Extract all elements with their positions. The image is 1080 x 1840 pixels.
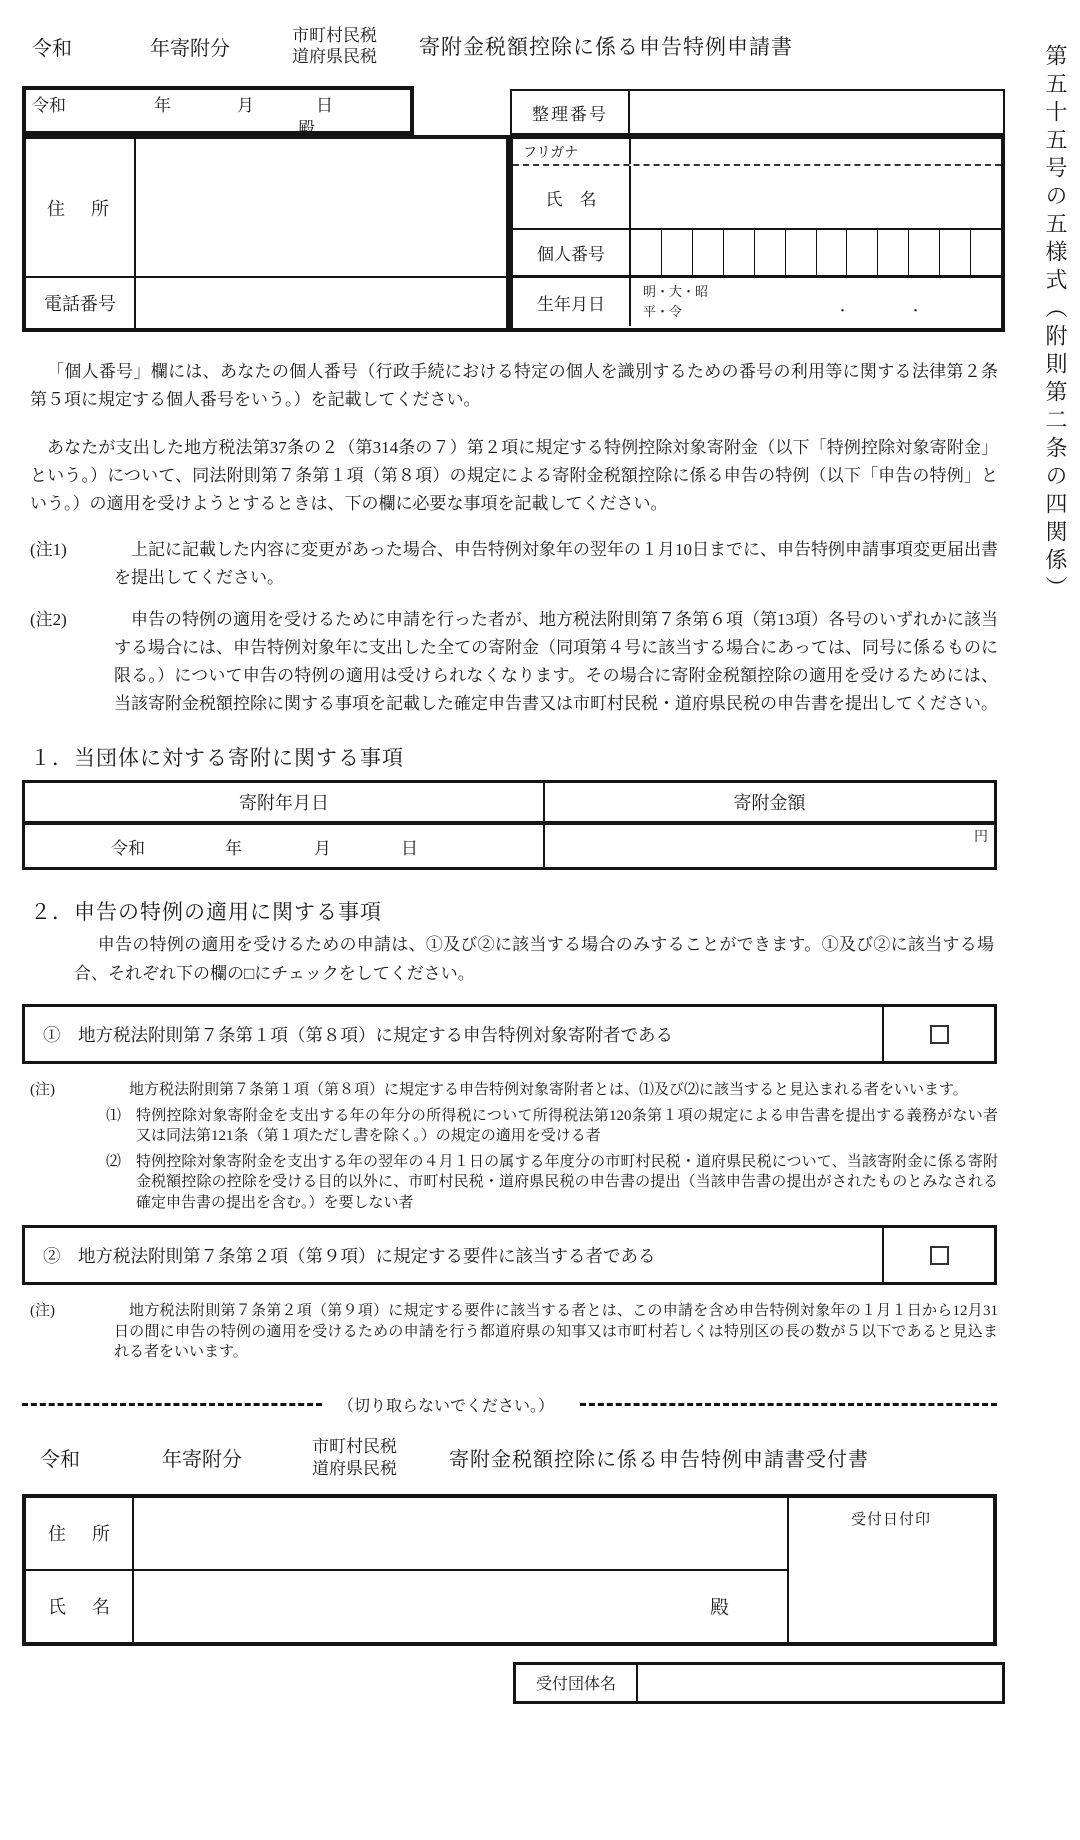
receiving-organization-box (513, 1662, 1005, 1704)
receipt-table (22, 1494, 997, 1646)
section2-heading: ２．申告の特例の適用に関する事項 (30, 900, 382, 924)
individual-number-instruction: 「個人番号」欄には、あなたの個人番号（行政手続における特定の個人を識別するための番号の利用等に関する法律第２条第５項に規定する個人番号をいう。）を記載してください。 (30, 362, 998, 409)
submission-date-box (22, 86, 414, 138)
note-2-label: (注2) (30, 610, 67, 629)
receipt-year-suffix: 年寄附分 (162, 1449, 242, 1471)
individual-number-cell[interactable] (817, 230, 848, 275)
reference-number-label: 整理番号 (512, 91, 630, 133)
individual-number-cell[interactable] (755, 230, 786, 275)
individual-number-cell[interactable] (878, 230, 909, 275)
condition-2-note-text: 地方税法附則第７条第２項（第９項）に規定する要件に該当する者とは、この申請を含め申告特例対象年の１月１日から12月31日の間に申告の特例の適用を受けるための申請を行う都道府県の知事又は市町村若しくは特別区の長の数が５以下であると見込まれる者をいいます。 (114, 1303, 998, 1360)
receipt-tax-line2: 道府県民税 (312, 1458, 397, 1478)
birth-date-separator: ・ (836, 303, 850, 318)
form-code-vertical: 第五十五号の五様式（附則第二条の四関係） (1043, 44, 1068, 604)
donation-date-day-label: 日 (401, 838, 418, 858)
header-tax-line2: 道府県民税 (292, 47, 377, 66)
individual-number-cell[interactable] (786, 230, 817, 275)
note-2-text: 申告の特例の適用を受けるために申請を行った者が、地方税法附則第７条第６項（第13項）各号のいずれかに該当する場合には、申告特例対象年に支出した全ての寄附金（同項第４号に該当する場合にあっては、同号に係るものに限る。）について申告の特例の適用は受けられなくなります。その場合に寄附金税額控除の適用を受けるためには、当該寄附金税額控除に関する事項を記載した確定申告書又は市町村民税・道府県民税の申告書を提出してください。 (114, 610, 998, 713)
furigana-label: フリガナ (513, 139, 631, 164)
individual-number-cell[interactable] (631, 230, 662, 275)
birthdate-input[interactable] (631, 278, 1001, 326)
section2-intro: 申告の特例の適用を受けるための申請は、①及び②に該当する場合のみすることができます。①及び②に該当する場合、それぞれ下の欄の□にチェックをしてください。 (74, 935, 994, 983)
individual-number-cell[interactable] (847, 230, 878, 275)
birth-era-line1: 明・大・昭 (643, 284, 709, 299)
name-number-box (510, 135, 1005, 332)
donation-date-column-header: 寄附年月日 (25, 783, 545, 821)
donation-date-input[interactable] (25, 825, 545, 867)
receipt-stamp-label: 受付日付印 (850, 1511, 931, 1528)
applicant-info-block (22, 86, 1005, 332)
receiving-organization-label: 受付団体名 (516, 1665, 638, 1701)
condition-1-sub2-label: ⑵ (106, 1153, 122, 1170)
condition-1-checkbox-cell (882, 1007, 994, 1061)
receipt-address-input[interactable] (134, 1498, 787, 1569)
note-1-text: 上記に記載した内容に変更があった場合、申告特例対象年の翌年の１月10日までに、申告特例申請事項変更届出書を提出してください。 (114, 540, 998, 587)
donation-amount-input[interactable] (545, 825, 994, 867)
individual-number-cell[interactable] (971, 230, 1001, 275)
condition-1-note-label: (注) (30, 1082, 55, 1098)
condition-1-row (22, 1004, 997, 1064)
donation-date-month-label: 月 (314, 838, 331, 858)
receipt-address-label: 住 所 (26, 1498, 134, 1569)
header-year-suffix: 年寄附分 (150, 37, 230, 60)
cut-line-dash-right (580, 1403, 997, 1406)
date-year-label: 年 (154, 96, 171, 115)
individual-number-cell[interactable] (940, 230, 971, 275)
condition-2-note-label: (注) (30, 1303, 55, 1319)
condition-2-text: ② 地方税法附則第７条第２項（第９項）に規定する要件に該当する者である (43, 1245, 656, 1266)
birth-era-line2: 平・令 (643, 304, 683, 320)
note-1 (30, 536, 998, 592)
phone-input[interactable] (136, 278, 506, 328)
condition-2-note (30, 1301, 998, 1363)
birth-date-separator: ・ (909, 303, 923, 318)
condition-1-sub2-text: 特例控除対象寄附金を支出する年の翌年の４月１日の属する年度分の市町村民税・道府県民税について、当該寄附金に係る寄附金税額控除の控除を受ける目的以外に、市町村民税・道府県民税の申告書の提出（当該申告書の提出がされたものとみなされる確定申告書の提出を含む。）を要しない者 (136, 1153, 998, 1211)
condition-1-checkbox[interactable] (930, 1025, 949, 1044)
receipt-header (22, 1432, 1005, 1484)
receiving-organization-input[interactable] (638, 1665, 1002, 1701)
address-phone-box (22, 135, 510, 332)
condition-1-sub1-text: 特例控除対象寄附金を支出する年の年分の所得税について所得税法第120条第１項の規定による申告書を提出する義務がない者又は同法第121条（第１項ただし書を除く。）の規定の適用を受ける者 (136, 1107, 998, 1144)
addressee-dono-label: 殿 (298, 119, 315, 138)
donation-table (22, 780, 997, 870)
individual-number-cell[interactable] (909, 230, 940, 275)
note-1-label: (注1) (30, 540, 67, 559)
yen-unit-label: 円 (974, 830, 988, 845)
condition-1-note (30, 1080, 998, 1213)
individual-number-cell[interactable] (662, 230, 693, 275)
name-label: 氏 名 (513, 166, 631, 228)
date-month-label: 月 (237, 96, 254, 115)
header-tax-line1: 市町村民税 (292, 25, 377, 45)
receipt-stamp-area (787, 1498, 993, 1642)
section1-heading: １．当団体に対する寄附に関する事項 (30, 746, 404, 770)
donation-date-year-label: 年 (225, 838, 242, 858)
birthdate-label: 生年月日 (513, 278, 631, 326)
condition-2-checkbox-cell (882, 1228, 994, 1282)
receipt-name-label: 氏 名 (26, 1571, 134, 1642)
receipt-dono-label: 殿 (709, 1597, 729, 1619)
condition-2-row (22, 1225, 997, 1285)
form-header (22, 18, 1005, 74)
condition-1-text: ① 地方税法附則第７条第１項（第８項）に規定する申告特例対象寄附者である (43, 1024, 673, 1045)
date-era-label: 令和 (32, 96, 66, 115)
condition-1-note-text: 地方税法附則第７条第１項（第８項）に規定する申告特例対象寄附者とは、⑴及び⑵に該当すると見込まれる者をいいます。 (129, 1082, 968, 1098)
name-input[interactable] (631, 166, 1001, 228)
donation-date-era-label: 令和 (111, 838, 145, 858)
donation-table-row (25, 825, 994, 867)
individual-number-cell[interactable] (693, 230, 724, 275)
form-title: 寄附金税額控除に係る申告特例申請書 (419, 35, 793, 59)
address-input[interactable] (136, 139, 506, 276)
reference-number-input[interactable] (630, 91, 1003, 133)
address-label: 住 所 (26, 139, 136, 276)
application-instruction: あなたが支出した地方税法第37条の２（第314条の７）第２項に規定する特例控除対象寄附金（以下「特例控除対象寄附金」という。）について、同法附則第７条第１項（第８項）の規定による寄附金税額控除に係る申告の特例（以下「申告の特例」という。）の適用を受けようとするときは、下の欄に必要な事項を記載してください。 (30, 438, 998, 513)
individual-number-cells[interactable] (631, 230, 1001, 275)
cut-line-dash-left (22, 1403, 322, 1406)
condition-1-sub1-label: ⑴ (106, 1107, 122, 1124)
cut-line (22, 1393, 997, 1416)
receipt-title: 寄附金税額控除に係る申告特例申請書受付書 (449, 1449, 869, 1471)
receipt-name-input[interactable] (134, 1571, 787, 1642)
phone-label: 電話番号 (26, 278, 136, 328)
furigana-input[interactable] (631, 139, 1001, 164)
header-era: 令和 (32, 37, 72, 60)
receipt-tax-types (312, 1436, 397, 1479)
individual-number-cell[interactable] (724, 230, 755, 275)
reference-number-box (510, 89, 1005, 135)
receipt-tax-line1: 市町村民税 (312, 1437, 397, 1457)
individual-number-label: 個人番号 (513, 230, 631, 275)
birth-era-options (631, 278, 1001, 322)
header-tax-types (292, 25, 377, 68)
cut-line-text: （切り取らないでください。） (338, 1397, 555, 1415)
receipt-era: 令和 (40, 1449, 80, 1471)
note-2 (30, 606, 998, 718)
condition-2-checkbox[interactable] (930, 1246, 949, 1265)
date-day-label: 日 (316, 96, 333, 115)
donation-amount-column-header: 寄附金額 (733, 793, 806, 813)
